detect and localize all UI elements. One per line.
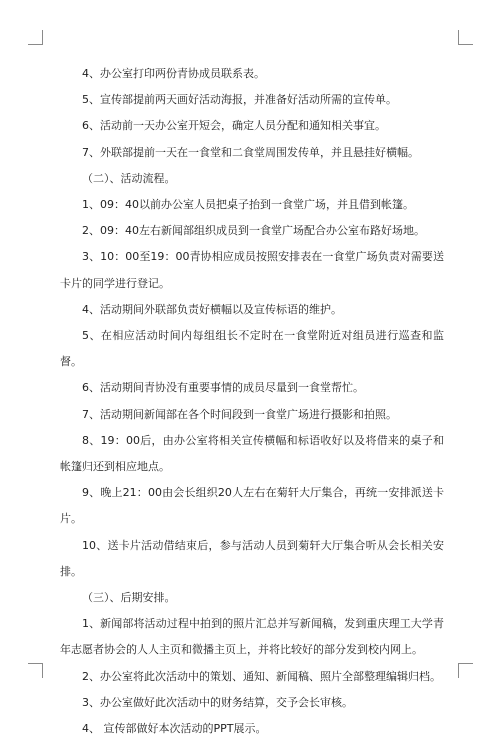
crop-mark-top-left (28, 30, 43, 45)
paragraph: 8、19：00后，由办公室将相关宣传横幅和标语收好以及将借来的桌子和帐篷归还到相应地点。 (60, 433, 444, 474)
paragraph: 3、办公室做好此次活动中的财务结算，交予会长审核。 (82, 695, 353, 709)
paragraph: 3、10：00至19：00青协相应成员按照安排表在一食堂广场负责对需要送卡片的同学进行登记。 (60, 250, 444, 290)
paragraph: 4、办公室打印两份青协成员联系表。 (82, 67, 265, 80)
paragraph: 2、办公室将此次活动中的策划、通知、新闻稿、照片全部整理编辑归档。 (82, 669, 441, 683)
document-body (60, 61, 444, 742)
paragraph: 10、送卡片活动借结束后，参与活动人员到菊轩大厅集合听从会长相关安排。 (60, 538, 444, 578)
section-heading: （二）、活动流程。 (82, 171, 176, 185)
paragraph: 6、活动前一天办公室开短会，确定人员分配和通知相关事宜。 (82, 119, 386, 133)
paragraph: 4、 宣传部做好本次活动的PPT展示。 (82, 722, 267, 736)
crop-mark-bottom-right (458, 663, 473, 678)
paragraph: 7、活动期间新闻部在各个时间段到一食堂广场进行摄影和拍照。 (82, 407, 397, 421)
paragraph: 6、活动期间青协没有重要事情的成员尽量到一食堂帮忙。 (82, 381, 364, 395)
crop-mark-bottom-left (28, 663, 43, 678)
paragraph: 2、09：40左右新闻部组织成员到一食堂广场配合办公室布路好场地。 (82, 224, 425, 238)
crop-mark-top-right (458, 30, 473, 45)
section-heading: （三）、后期安排。 (82, 591, 176, 605)
paragraph: 5、在相应活动时间内每组组长不定时在一食堂附近对组员进行巡查和监督。 (60, 329, 444, 369)
paragraph: 7、外联部提前一天在一食堂和二食堂周围发传单，并且悬挂好横幅。 (82, 145, 419, 159)
paragraph: 1、新闻部将活动过程中拍到的照片汇总并写新闻稿，发到重庆理工大学青年志愿者协会的人人主页和微播主页上，并将比较好的部分发到校内网上。 (60, 617, 444, 657)
paragraph: 1、09：40以前办公室人员把桌子抬到一食堂广场，并且借到帐篷。 (82, 198, 414, 212)
paragraph: 5、宣传部提前两天画好活动海报，并准备好活动所需的宣传单。 (82, 93, 397, 107)
paragraph: 9、晚上21：00由会长组织20人左右在菊轩大厅集合，再统一安排派送卡片。 (60, 486, 444, 526)
paragraph: 4、活动期间外联部负责好横幅以及宣传标语的维护。 (82, 302, 342, 316)
